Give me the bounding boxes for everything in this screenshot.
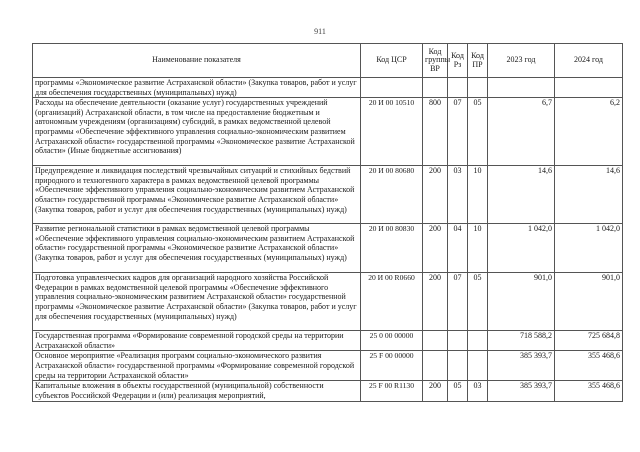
row-csr: 20 И 00 R0660 — [361, 273, 423, 331]
row-pr: 05 — [468, 98, 488, 166]
row-name: Развитие региональной статистики в рамках ведомственной целевой программы «Обеспечение эффективного управления социально-экономическим развитием Астраханской области» государственной программы «Экономическое развитие Астраханской области» (Закупка товаров, работ и услуг для обеспечения государственных (муниципальных) нужд) — [33, 224, 361, 273]
row-2024: 355 468,6 — [555, 351, 623, 381]
row-pr — [468, 331, 488, 351]
row-vr — [423, 78, 448, 98]
budget-table — [32, 43, 623, 402]
row-csr: 20 И 00 80830 — [361, 224, 423, 273]
header-rz: Код Рз — [448, 44, 468, 78]
row-rz — [448, 331, 468, 351]
row-2023: 1 042,0 — [488, 224, 555, 273]
row-2023: 6,7 — [488, 98, 555, 166]
header-year-2023: 2023 год — [488, 44, 555, 78]
row-pr — [468, 351, 488, 381]
row-2023: 718 588,2 — [488, 331, 555, 351]
row-2024 — [555, 78, 623, 98]
row-2024: 14,6 — [555, 166, 623, 224]
row-name: Капитальные вложения в объекты государственной (муниципальной) собственности субъектов Российской Федерации и (или) реализация мероприятий, — [33, 381, 361, 402]
row-2023: 385 393,7 — [488, 351, 555, 381]
row-rz: 03 — [448, 166, 468, 224]
row-name: Расходы на обеспечение деятельности (оказание услуг) государственных учреждений (организаций) Астраханской области, в том числе на предоставление бюджетным и автономным учреждениям (организациям) субсидий, в рамках ведомственной целевой программы «Обеспечение эффективного управления социально-экономическим развитием Астраханской области» государственной программы «Экономическое развитие Астраханской области» (Иные бюджетные ассигнования) — [33, 98, 361, 166]
header-csr: Код ЦСР — [361, 44, 423, 78]
row-csr — [361, 78, 423, 98]
row-name: программы «Экономическое развитие Астраханской области» (Закупка товаров, работ и услуг для обеспечения государственных (муниципальных) нужд) — [33, 78, 361, 98]
row-vr: 800 — [423, 98, 448, 166]
row-pr: 05 — [468, 273, 488, 331]
row-vr: 200 — [423, 224, 448, 273]
row-vr: 200 — [423, 166, 448, 224]
table-row — [33, 381, 623, 402]
row-csr: 25 F 00 00000 — [361, 351, 423, 381]
header-name: Наименование показателя — [33, 44, 361, 78]
row-2024: 725 684,8 — [555, 331, 623, 351]
header-pr: Код ПР — [468, 44, 488, 78]
row-2023: 14,6 — [488, 166, 555, 224]
table-row — [33, 78, 623, 98]
row-csr: 20 И 00 10510 — [361, 98, 423, 166]
row-csr: 20 И 00 80680 — [361, 166, 423, 224]
table-header-row — [33, 44, 623, 78]
row-pr — [468, 78, 488, 98]
row-vr — [423, 331, 448, 351]
row-pr: 03 — [468, 381, 488, 402]
row-name: Основное мероприятие «Реализация программ социально-экономического развития Астраханской области» государственной программы «Формирование современной городской среды на территории Астраханской области» — [33, 351, 361, 381]
row-rz — [448, 78, 468, 98]
row-name: Предупреждение и ликвидация последствий чрезвычайных ситуаций и стихийных бедствий природного и техногенного характера в рамках ведомственной целевой программы «Обеспечение эффективного управления социально-экономическим развитием Астраханской области» государственной программы «Экономическое развитие Астраханской области» (Закупка товаров, работ и услуг для обеспечения государственных (муниципальных) нужд) — [33, 166, 361, 224]
row-rz: 07 — [448, 98, 468, 166]
row-name: Государственная программа «Формирование современной городской среды на территории Астраханской области» — [33, 331, 361, 351]
table-row — [33, 331, 623, 351]
row-2024: 6,2 — [555, 98, 623, 166]
row-name: Подготовка управленческих кадров для организаций народного хозяйства Российской Федерации в рамках ведомственной целевой программы «Обеспечение эффективного управления социально-экономическим развитием Астраханской области» государственной программы «Экономическое развитие Астраханской области» (Закупка товаров, работ и услуг для обеспечения государственных (муниципальных) нужд) — [33, 273, 361, 331]
table-row — [33, 273, 623, 331]
table-row — [33, 98, 623, 166]
row-rz — [448, 351, 468, 381]
row-2024: 901,0 — [555, 273, 623, 331]
row-rz: 05 — [448, 381, 468, 402]
header-vr: Код группы ВР — [423, 44, 448, 78]
row-2024: 1 042,0 — [555, 224, 623, 273]
page-number: 911 — [314, 27, 326, 36]
row-vr: 200 — [423, 381, 448, 402]
row-2023: 901,0 — [488, 273, 555, 331]
row-vr: 200 — [423, 273, 448, 331]
row-2023 — [488, 78, 555, 98]
row-rz: 04 — [448, 224, 468, 273]
row-vr — [423, 351, 448, 381]
row-pr: 10 — [468, 166, 488, 224]
row-pr: 10 — [468, 224, 488, 273]
table-row — [33, 351, 623, 381]
table-row — [33, 166, 623, 224]
row-2023: 385 393,7 — [488, 381, 555, 402]
row-csr: 25 0 00 00000 — [361, 331, 423, 351]
header-year-2024: 2024 год — [555, 44, 623, 78]
row-rz: 07 — [448, 273, 468, 331]
table-row — [33, 224, 623, 273]
row-csr: 25 F 00 R1130 — [361, 381, 423, 402]
row-2024: 355 468,6 — [555, 381, 623, 402]
